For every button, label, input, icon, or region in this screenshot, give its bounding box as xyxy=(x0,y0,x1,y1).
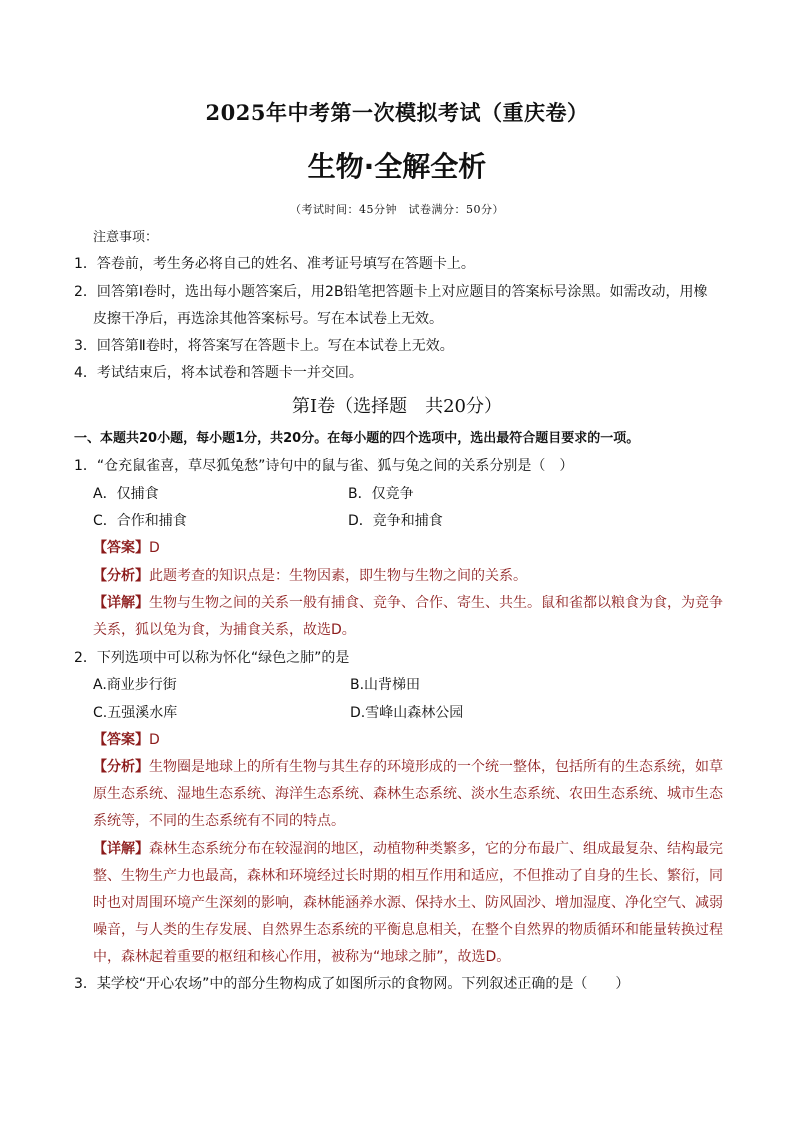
q2-option-c: C.五强溪水库 xyxy=(93,705,178,721)
detail-label: 【详解】 xyxy=(93,841,149,857)
q1-option-a: A．仅捕食 xyxy=(93,486,159,502)
q2-analysis-cont-2: 系统等，不同的生态系统有不同的特点。 xyxy=(93,813,345,829)
q1-detail xyxy=(93,593,723,613)
analysis-label: 【分析】 xyxy=(93,568,149,584)
q2-detail-cont-3: 噪音，与人类的生存发展、自然界生态系统的平衡息息相关，在整个自然界的物质循环和能量转换过程 xyxy=(93,922,723,938)
analysis-label: 【分析】 xyxy=(93,759,149,775)
q1-detail-cont: 关系，狐以兔为食，为捕食关系，故选D。 xyxy=(93,622,356,638)
q1-option-d: D．竞争和捕食 xyxy=(348,513,443,529)
q2-option-a: A.商业步行街 xyxy=(93,677,177,693)
q2-stem: 2．下列选项中可以称为怀化“绿色之肺”的是 xyxy=(74,650,350,666)
notice-item-2-cont: 皮擦干净后，再选涂其他答案标号。写在本试卷上无效。 xyxy=(93,311,443,327)
q2-answer xyxy=(93,730,160,750)
analysis-text: 生物圈是地球上的所有生物与其生存的环境形成的一个统一整体，包括所有的生态系统，如草 xyxy=(149,759,723,775)
q1-stem: 1．“仓充鼠雀喜，草尽狐兔愁”诗句中的鼠与雀、狐与兔之间的关系分别是（ ） xyxy=(74,458,574,474)
section-title: 第Ⅰ卷（选择题 共20分） xyxy=(291,396,502,417)
notice-item-4: 4．考试结束后，将本试卷和答题卡一并交回。 xyxy=(74,365,363,381)
q1-answer xyxy=(93,538,160,558)
answer-label: 【答案】 xyxy=(93,732,149,748)
analysis-text: 此题考查的知识点是：生物因素，即生物与生物之间的关系。 xyxy=(149,568,527,584)
exam-subtitle: 生物·全解全析 xyxy=(307,150,487,183)
q2-option-b: B.山背梯田 xyxy=(350,677,421,693)
section-instruction: 一、本题共20小题，每小题1分，共20分。在每小题的四个选项中，选出最符合题目要求的一项。 xyxy=(74,431,640,446)
q2-analysis-cont-1: 原生态系统、湿地生态系统、海洋生态系统、森林生态系统、淡水生态系统、农田生态系统、城市生态 xyxy=(93,786,723,802)
exam-info: （考试时间：45分钟 试卷满分：50分） xyxy=(290,203,504,216)
detail-text: 生物与生物之间的关系一般有捕食、竞争、合作、寄生、共生。鼠和雀都以粮食为食，为竞争 xyxy=(149,595,723,611)
answer-label: 【答案】 xyxy=(93,540,149,556)
q2-detail-cont-2: 时也对周围环境产生深刻的影响，森林能涵养水源、保持水土、防风固沙、增加湿度、净化空气、减弱 xyxy=(93,895,723,911)
q1-option-c: C．合作和捕食 xyxy=(93,513,187,529)
q3-stem: 3．某学校“开心农场”中的部分生物构成了如图所示的食物网。下列叙述正确的是（ ） xyxy=(74,976,630,992)
notice-item-3: 3．回答第Ⅱ卷时，将答案写在答题卡上。写在本试卷上无效。 xyxy=(74,338,454,354)
detail-text: 森林生态系统分布在较湿润的地区，动植物种类繁多，它的分布最广、组成最复杂、结构最完 xyxy=(149,841,723,857)
notice-heading: 注意事项： xyxy=(93,230,159,245)
notice-item-2: 2．回答第Ⅰ卷时，选出每小题答案后，用2B铅笔把答题卡上对应题目的答案标号涂黑。如需改动，用橡 xyxy=(74,284,708,300)
q1-analysis xyxy=(93,566,527,586)
q2-detail xyxy=(93,839,723,859)
detail-label: 【详解】 xyxy=(93,595,149,611)
q2-detail-cont-4: 中，森林起着重要的枢纽和核心作用，被称为“地球之肺”，故选D。 xyxy=(93,949,511,965)
exam-title: 2025年中考第一次模拟考试（重庆卷） xyxy=(205,100,589,125)
q2-detail-cont-1: 整、生物生产力也最高，森林和环境经过长时期的相互作用和适应，不但推动了自身的生长、繁衍，同 xyxy=(93,868,723,884)
answer-value: D xyxy=(149,732,160,748)
answer-value: D xyxy=(149,540,160,556)
q1-option-b: B．仅竞争 xyxy=(348,486,414,502)
q2-analysis xyxy=(93,757,723,777)
q2-option-d: D.雪峰山森林公园 xyxy=(350,705,464,721)
notice-item-1: 1．答卷前，考生务必将自己的姓名、准考证号填写在答题卡上。 xyxy=(74,256,475,272)
